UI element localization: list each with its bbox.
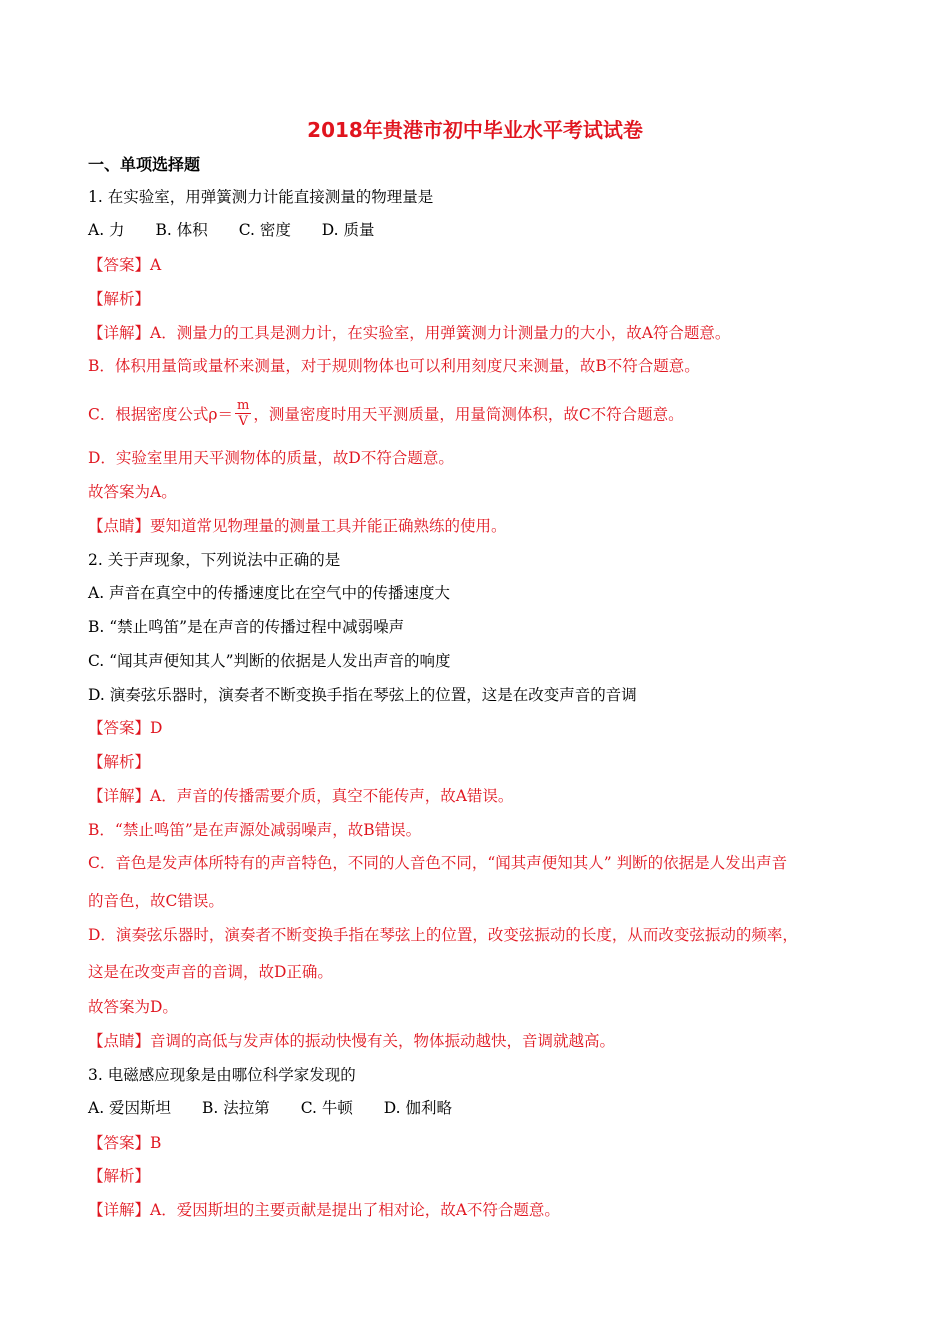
detail-line: C．音色是发声体所特有的声音特色，不同的人音色不同，“闻其声便知其人” 判断的依据是人发出声音: [88, 854, 788, 872]
option-d: D. 演奏弦乐器时，演奏者不断变换手指在琴弦上的位置，这是在改变声音的音调: [88, 686, 637, 704]
conclusion-line: 故答案为D。: [88, 998, 178, 1016]
question-1-stem: 1. 在实验室，用弹簧测力计能直接测量的物理量是: [88, 188, 434, 206]
option-a: A. 力: [88, 221, 125, 239]
detail-line-formula: [88, 400, 684, 431]
question-3-options: [88, 1097, 478, 1119]
answer-label: 【答案】D: [88, 719, 163, 737]
tip-line: 【点睛】音调的高低与发声体的振动快慢有关，物体振动越快，音调就越高。: [88, 1032, 616, 1050]
option-b: B. “禁止鸣笛”是在声音的传播过程中减弱噪声: [88, 618, 405, 636]
detail-line: B．“禁止鸣笛”是在声源处减弱噪声，故B错误。: [88, 821, 422, 839]
page-title: 2018年贵港市初中毕业水平考试试卷: [307, 118, 643, 142]
answer-label: 【答案】A: [88, 256, 162, 274]
question-3-stem: 3. 电磁感应现象是由哪位科学家发现的: [88, 1066, 356, 1084]
option-b: B. 法拉第: [202, 1099, 270, 1117]
detail-line: 【详解】A．测量力的工具是测力计，在实验室，用弹簧测力计测量力的大小，故A符合题意。: [88, 324, 731, 342]
option-d: D. 伽利略: [383, 1099, 453, 1117]
answer-label: 【答案】B: [88, 1134, 162, 1152]
option-a: A. 爱因斯坦: [88, 1099, 172, 1117]
question-2-stem: 2. 关于声现象，下列说法中正确的是: [88, 551, 341, 569]
analysis-label: 【解析】: [88, 1167, 151, 1185]
option-d: D. 质量: [321, 221, 375, 239]
detail-line: D．实验室里用天平测物体的质量，故D不符合题意。: [88, 449, 454, 467]
detail-line: 【详解】A．声音的传播需要介质，真空不能传声，故A错误。: [88, 787, 514, 805]
option-c: C. “闻其声便知其人”判断的依据是人发出声音的响度: [88, 652, 451, 670]
option-c: C. 牛顿: [300, 1099, 353, 1117]
option-b: B. 体积: [155, 221, 208, 239]
conclusion-line: 故答案为A。: [88, 483, 177, 501]
detail-line: B．体积用量筒或量杯来测量，对于规则物体也可以利用刻度尺来测量，故B不符合题意。: [88, 357, 700, 375]
detail-line: 的音色，故C错误。: [88, 892, 224, 910]
detail-line: D．演奏弦乐器时，演奏者不断变换手指在琴弦上的位置，改变弦振动的长度，从而改变弦振动的频率，: [88, 926, 798, 944]
fraction-numerator: m: [236, 398, 250, 413]
analysis-label: 【解析】: [88, 290, 151, 308]
fraction-denominator: V: [238, 414, 248, 429]
detail-line: 这是在改变声音的音调，故D正确。: [88, 963, 333, 981]
option-a: A. 声音在真空中的传播速度比在空气中的传播速度大: [88, 584, 451, 602]
analysis-label: 【解析】: [88, 753, 151, 771]
detail-line: 【详解】A．爱因斯坦的主要贡献是提出了相对论，故A不符合题意。: [88, 1201, 560, 1219]
question-1-options: [88, 219, 401, 241]
option-c: C. 密度: [238, 221, 291, 239]
density-fraction: [235, 398, 251, 429]
tip-line: 【点睛】要知道常见物理量的测量工具并能正确熟练的使用。: [88, 517, 507, 535]
formula-suffix: ，测量密度时用天平测质量，用量筒测体积，故C不符合题意。: [253, 405, 684, 424]
section-heading: 一、单项选择题: [88, 155, 201, 174]
formula-prefix: C．根据密度公式ρ＝: [88, 405, 233, 424]
